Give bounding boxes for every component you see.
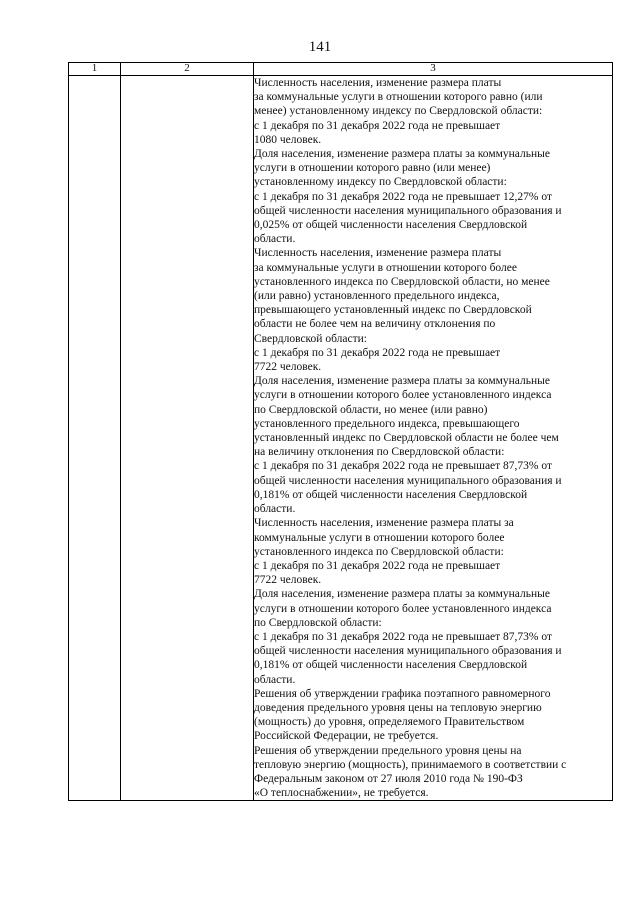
document-table <box>68 62 613 801</box>
text-line: 7722 человек. <box>254 361 322 374</box>
text-line: области. <box>254 503 296 516</box>
column-header-2: 2 <box>121 63 254 76</box>
text-line: Численность населения, изменение размера платы <box>254 77 502 89</box>
column-1-cell <box>69 76 121 801</box>
text-line: Федеральным законом от 27 июля 2010 года № 190-ФЗ <box>254 772 523 785</box>
text-line: Решения об утверждении предельного уровня цены на <box>254 744 522 757</box>
text-line: Доля населения, изменение размера платы за коммунальные <box>254 148 550 161</box>
text-line: доведения предельного уровня цены на тепловую энергию <box>254 701 542 714</box>
text-line: услуги в отношении которого более установленного индекса <box>254 602 552 615</box>
text-line: установленного индекса по Свердловской области, но менее <box>254 275 550 288</box>
text-line: за коммунальные услуги в отношении которого равно (или <box>254 91 543 104</box>
page-number: 141 <box>308 39 332 55</box>
text-line: «О теплоснабжении», не требуется. <box>254 787 429 800</box>
text-line: 0,025% от общей численности населения Свердловской <box>254 219 528 232</box>
text-line: с 1 декабря по 31 декабря 2022 года не превышает 12,27% от <box>254 190 553 203</box>
text-line: услуги в отношении которого более установленного индекса <box>254 389 552 402</box>
column-header-1: 1 <box>69 63 121 76</box>
text-line: 0,181% от общей численности населения Свердловской <box>254 488 528 501</box>
text-line: услуги в отношении которого равно (или менее) <box>254 162 491 175</box>
text-line: 1080 человек. <box>254 133 322 146</box>
text-line: (или равно) установленного предельного индекса, <box>254 290 500 303</box>
column-3-cell <box>254 76 613 801</box>
text-line: за коммунальные услуги в отношении которого более <box>254 261 517 274</box>
text-line: с 1 декабря по 31 декабря 2022 года не превышает 87,73% от <box>254 460 553 473</box>
text-line: Российской Федерации, не требуется. <box>254 730 439 743</box>
text-line: с 1 декабря по 31 декабря 2022 года не превышает <box>254 119 501 132</box>
text-line: превышающего установленный индекс по Свердловской <box>254 304 532 317</box>
text-line: на величину отклонения по Свердловской области: <box>254 446 505 459</box>
text-line: установленный индекс по Свердловской области не более чем <box>254 432 559 445</box>
text-line: Численность населения, изменение размера платы за <box>254 517 514 530</box>
text-line: Численность населения, изменение размера платы <box>254 247 502 260</box>
text-line: установленного предельного индекса, превышающего <box>254 417 520 430</box>
text-line: области. <box>254 233 296 246</box>
text-line: Свердловской области: <box>254 332 367 345</box>
text-line: Доля населения, изменение размера платы за коммунальные <box>254 375 550 388</box>
text-line: с 1 декабря по 31 декабря 2022 года не превышает 87,73% от <box>254 630 553 643</box>
text-line: с 1 декабря по 31 декабря 2022 года не превышает <box>254 346 501 359</box>
text-line: установленному индексу по Свердловской области: <box>254 176 507 189</box>
text-line: 0,181% от общей численности населения Свердловской <box>254 659 528 672</box>
text-line: по Свердловской области: <box>254 616 382 629</box>
text-line: общей численности населения муниципального образования и <box>254 645 562 658</box>
text-line: тепловую энергию (мощность), принимаемого в соответствии с <box>254 758 567 771</box>
text-line: установленного индекса по Свердловской области: <box>254 545 504 558</box>
table-header-row <box>69 63 613 76</box>
text-line: общей численности населения муниципального образования и <box>254 204 562 217</box>
text-line: Решения об утверждении графика поэтапного равномерного <box>254 687 551 700</box>
text-line: Доля населения, изменение размера платы за коммунальные <box>254 588 550 601</box>
text-line: менее) установленному индексу по Свердловской области: <box>254 105 543 118</box>
text-line: с 1 декабря по 31 декабря 2022 года не превышает <box>254 559 501 572</box>
text-line: общей численности населения муниципального образования и <box>254 474 562 487</box>
text-line: (мощность) до уровня, определяемого Правительством <box>254 716 525 729</box>
column-2-cell <box>121 76 254 801</box>
column-header-3: 3 <box>254 63 613 76</box>
text-line: по Свердловской области, но менее (или равно) <box>254 403 488 416</box>
text-line: области. <box>254 673 296 686</box>
text-line: области не более чем на величину отклонения по <box>254 318 496 331</box>
text-line: 7722 человек. <box>254 574 322 587</box>
text-line: коммунальные услуги в отношении которого более <box>254 531 505 544</box>
table-row <box>69 76 613 801</box>
